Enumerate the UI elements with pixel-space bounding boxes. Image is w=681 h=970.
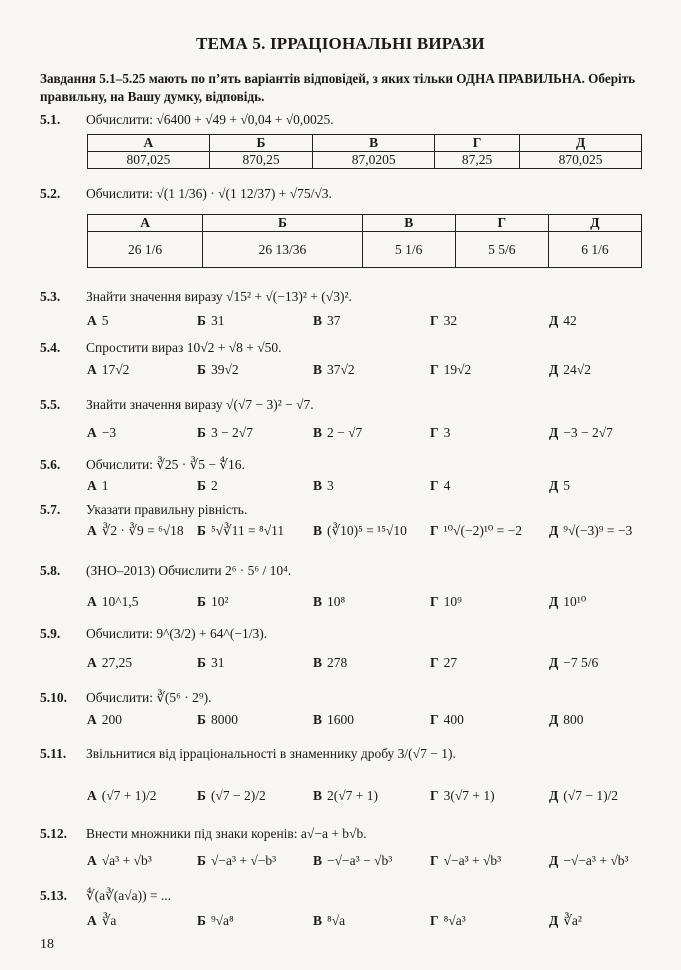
- option-letter: Г: [430, 913, 439, 928]
- header-b: Б: [203, 215, 362, 232]
- option-value: 3(√7 + 1): [443, 788, 495, 803]
- option-value: 800: [563, 712, 584, 727]
- option-letter: Д: [549, 478, 559, 493]
- problem-number: 5.13.: [40, 888, 67, 903]
- problem-prompt: Обчислити: √(1 1/36) · √(1 12/37) + √75/√3.: [86, 186, 332, 201]
- option-letter: Д: [549, 523, 559, 538]
- option-value: 31: [210, 313, 225, 328]
- option-value: √a³ + √b³: [101, 853, 152, 868]
- option-letter: А: [87, 913, 97, 928]
- option-value: 17√2: [101, 362, 130, 377]
- problem-number: 5.5.: [40, 397, 61, 412]
- problem-prompt: Внести множники під знаки коренів: a√−a + b√b.: [86, 826, 367, 841]
- option-value: −√−a³ + √b³: [563, 853, 629, 868]
- option-letter: Г: [430, 313, 439, 328]
- answer-option[interactable]: [549, 523, 632, 539]
- answer-option[interactable]: [87, 478, 109, 494]
- problem-prompt: ∜(a∛(a√a)) = ...: [86, 888, 172, 903]
- answer-option[interactable]: [197, 712, 238, 728]
- option-value: 19√2: [443, 362, 472, 377]
- option-value: 32: [443, 313, 458, 328]
- option-letter: А: [87, 362, 97, 377]
- option-value: (√7 − 2)/2: [210, 788, 266, 803]
- answer-option[interactable]: [313, 853, 392, 869]
- option-value: 2(√7 + 1): [327, 788, 379, 803]
- answer-option[interactable]: [430, 362, 471, 378]
- option-letter: Г: [430, 478, 439, 493]
- answer-option[interactable]: [197, 594, 229, 610]
- answer-option[interactable]: [87, 655, 132, 671]
- problem-prompt: Обчислити: √6400 + √49 + √0,04 + √0,0025.: [86, 112, 334, 127]
- option-letter: Б: [197, 594, 206, 609]
- option-letter: В: [313, 655, 323, 670]
- option-letter: А: [87, 594, 97, 609]
- option-value: 5: [563, 478, 571, 493]
- option-letter: А: [87, 425, 97, 440]
- option-letter: Б: [197, 853, 206, 868]
- problem-prompt: Знайти значення виразу √15² + √(−13)² + (√3)².: [86, 289, 352, 304]
- answer-option[interactable]: [430, 712, 464, 728]
- option-letter: Д: [549, 655, 559, 670]
- option-letter: Б: [197, 362, 206, 377]
- option-value: 27,25: [101, 655, 133, 670]
- answer-option[interactable]: [430, 853, 501, 869]
- header-d: Д: [520, 135, 642, 152]
- answer-table-5-2: [87, 214, 642, 268]
- answer-option[interactable]: [197, 362, 239, 378]
- option-letter: В: [313, 313, 323, 328]
- option-letter: Г: [430, 594, 439, 609]
- answer-cell[interactable]: 6 1/6: [548, 232, 641, 268]
- option-value: 31: [210, 655, 225, 670]
- answer-cell[interactable]: 87,25: [435, 152, 520, 169]
- answer-option[interactable]: [313, 478, 334, 494]
- answer-option[interactable]: [430, 594, 462, 610]
- option-value: 2: [210, 478, 218, 493]
- problem-prompt: Звільнитися від ірраціональності в знаменнику дробу 3/(√7 − 1).: [86, 746, 456, 761]
- problem-5-8: [40, 562, 291, 579]
- answer-option[interactable]: [87, 425, 116, 441]
- option-value: −3: [101, 425, 117, 440]
- option-value: 37√2: [327, 362, 355, 377]
- problem-5-10: [40, 689, 211, 706]
- answer-option[interactable]: [313, 788, 378, 804]
- option-value: (∛10)⁵ = ¹⁵√10: [327, 523, 407, 538]
- option-value: 42: [563, 313, 577, 328]
- option-letter: В: [313, 594, 323, 609]
- answer-option[interactable]: [87, 362, 129, 378]
- header-a: А: [88, 215, 203, 232]
- header-v: В: [313, 135, 435, 152]
- answer-option[interactable]: [430, 913, 466, 929]
- option-letter: Б: [197, 788, 206, 803]
- page-number: 18: [40, 937, 54, 952]
- option-value: 1: [101, 478, 109, 493]
- option-letter: А: [87, 523, 97, 538]
- option-letter: А: [87, 478, 97, 493]
- option-letter: Г: [430, 853, 439, 868]
- option-value: ¹⁰√(−2)¹⁰ = −2: [443, 523, 523, 538]
- option-value: √−a³ + √b³: [443, 853, 502, 868]
- problem-5-2: [40, 185, 332, 202]
- problem-number: 5.12.: [40, 826, 67, 841]
- problem-5-1: [40, 111, 334, 128]
- answer-option[interactable]: [549, 913, 582, 929]
- problem-number: 5.6.: [40, 457, 61, 472]
- problem-number: 5.8.: [40, 563, 61, 578]
- instructions: Завдання 5.1–5.25 мають по п’ять варіантів відповідей, з яких тільки ОДНА ПРАВИЛЬНА. Оберіть правильну, на Вашу думку, відповідь.: [40, 71, 636, 104]
- answer-option[interactable]: [197, 853, 276, 869]
- option-value: (√7 + 1)/2: [101, 788, 157, 803]
- option-letter: В: [313, 362, 323, 377]
- problem-5-6: [40, 456, 245, 473]
- option-letter: В: [313, 523, 323, 538]
- problem-5-11: [40, 745, 456, 762]
- option-value: 2 − √7: [327, 425, 363, 440]
- option-letter: Б: [197, 478, 206, 493]
- answer-option[interactable]: [430, 478, 450, 494]
- answer-option[interactable]: [430, 313, 457, 329]
- problem-prompt: Знайти значення виразу √(√7 − 3)² − √7.: [86, 397, 314, 412]
- option-value: 200: [101, 712, 122, 727]
- option-letter: Г: [430, 362, 439, 377]
- answer-table-5-1: [87, 134, 642, 169]
- answer-option[interactable]: [197, 788, 266, 804]
- problem-5-12: [40, 825, 367, 842]
- problem-prompt: Обчислити: ∛25 · ∛5 − ∜16.: [86, 457, 245, 472]
- option-value: 4: [443, 478, 451, 493]
- problem-prompt: (ЗНО–2013) Обчислити 2⁶ · 5⁶ / 10⁴.: [86, 563, 292, 578]
- header-g: Г: [435, 135, 520, 152]
- option-value: 39√2: [210, 362, 239, 377]
- option-value: ⁵√∛11 = ⁸√11: [210, 523, 285, 538]
- option-value: −7 5/6: [563, 655, 599, 670]
- answer-option[interactable]: [313, 425, 362, 441]
- problem-5-9: [40, 625, 267, 642]
- header-g: Г: [455, 215, 548, 232]
- problem-number: 5.7.: [40, 502, 61, 517]
- answer-cell[interactable]: 87,0205: [313, 152, 435, 169]
- option-letter: Б: [197, 523, 206, 538]
- option-letter: Б: [197, 712, 206, 727]
- problem-number: 5.10.: [40, 690, 67, 705]
- option-value: √−a³ + √−b³: [210, 853, 277, 868]
- answer-option[interactable]: [430, 523, 522, 539]
- page-title: ТЕМА 5. ІРРАЦІОНАЛЬНІ ВИРАЗИ: [196, 34, 485, 53]
- option-letter: Д: [549, 853, 559, 868]
- answer-option[interactable]: [549, 425, 613, 441]
- option-letter: В: [313, 712, 323, 727]
- answer-option[interactable]: [313, 523, 407, 539]
- option-letter: Д: [549, 594, 559, 609]
- problem-5-7: [40, 501, 247, 518]
- option-letter: А: [87, 655, 97, 670]
- answer-option[interactable]: [87, 788, 157, 804]
- answer-option[interactable]: [87, 594, 138, 610]
- option-letter: А: [87, 788, 97, 803]
- answer-option[interactable]: [549, 655, 598, 671]
- option-value: 278: [327, 655, 348, 670]
- option-value: 10¹⁰: [563, 594, 587, 609]
- answer-option[interactable]: [549, 362, 591, 378]
- answer-option[interactable]: [549, 594, 586, 610]
- option-letter: Г: [430, 425, 439, 440]
- option-letter: Б: [197, 313, 206, 328]
- answer-option[interactable]: [197, 478, 218, 494]
- option-value: ⁹√a⁸: [210, 913, 234, 928]
- option-letter: Д: [549, 788, 559, 803]
- answer-option[interactable]: [430, 655, 457, 671]
- option-value: −√−a³ − √b³: [327, 853, 393, 868]
- option-value: ⁸√a: [327, 913, 346, 928]
- answer-option[interactable]: [313, 712, 354, 728]
- option-value: (√7 − 1)/2: [563, 788, 619, 803]
- problem-number: 5.1.: [40, 112, 61, 127]
- answer-option[interactable]: [197, 655, 224, 671]
- answer-option[interactable]: [313, 313, 341, 329]
- answer-option[interactable]: [197, 425, 253, 441]
- problem-5-13: [40, 887, 171, 904]
- answer-cell[interactable]: 5 1/6: [362, 232, 455, 268]
- option-value: 37: [327, 313, 341, 328]
- option-value: −3 − 2√7: [563, 425, 613, 440]
- option-letter: В: [313, 913, 323, 928]
- option-letter: Г: [430, 523, 439, 538]
- option-letter: Д: [549, 313, 559, 328]
- answer-cell[interactable]: 807,025: [88, 152, 210, 169]
- header-b: Б: [209, 135, 312, 152]
- header-v: В: [362, 215, 455, 232]
- option-letter: Б: [197, 425, 206, 440]
- problem-number: 5.9.: [40, 626, 61, 641]
- answer-cell[interactable]: 26 1/6: [88, 232, 203, 268]
- option-value: ∛a²: [563, 913, 582, 928]
- option-letter: А: [87, 712, 97, 727]
- answer-option[interactable]: [549, 313, 577, 329]
- option-letter: Г: [430, 655, 439, 670]
- answer-option[interactable]: [197, 913, 234, 929]
- answer-option[interactable]: [197, 523, 284, 539]
- option-value: 3: [443, 425, 451, 440]
- option-value: 8000: [210, 712, 238, 727]
- option-value: 10^1,5: [101, 594, 139, 609]
- answer-cell[interactable]: 26 13/36: [203, 232, 362, 268]
- answer-option[interactable]: [549, 712, 584, 728]
- problem-number: 5.4.: [40, 340, 61, 355]
- option-letter: Б: [197, 913, 206, 928]
- answer-cell[interactable]: 870,25: [209, 152, 312, 169]
- answer-option[interactable]: [313, 655, 347, 671]
- option-value: 1600: [327, 712, 355, 727]
- answer-option[interactable]: [313, 913, 345, 929]
- header-d: Д: [548, 215, 641, 232]
- option-letter: А: [87, 313, 97, 328]
- option-letter: В: [313, 788, 323, 803]
- option-value: 24√2: [563, 362, 591, 377]
- option-letter: Г: [430, 712, 439, 727]
- answer-option[interactable]: [549, 478, 570, 494]
- answer-option[interactable]: [549, 788, 618, 804]
- answer-cell[interactable]: 870,025: [520, 152, 642, 169]
- problem-prompt: Обчислити: 9^(3/2) + 64^(−1/3).: [86, 626, 268, 641]
- answer-option[interactable]: [197, 313, 224, 329]
- problem-number: 5.3.: [40, 289, 61, 304]
- answer-option[interactable]: [313, 594, 345, 610]
- option-value: ⁸√a³: [443, 913, 466, 928]
- problem-5-5: [40, 396, 314, 413]
- problem-prompt: Указати правильну рівність.: [86, 502, 248, 517]
- header-a: А: [88, 135, 210, 152]
- answer-option[interactable]: [87, 913, 116, 929]
- option-letter: Д: [549, 425, 559, 440]
- option-value: 10⁹: [443, 594, 462, 609]
- problem-prompt: Спростити вираз 10√2 + √8 + √50.: [86, 340, 282, 355]
- option-value: 3: [327, 478, 334, 493]
- option-value: 10⁸: [327, 594, 346, 609]
- option-value: ∛2 · ∛9 = ⁶√18: [101, 523, 184, 538]
- option-letter: В: [313, 425, 323, 440]
- option-letter: А: [87, 853, 97, 868]
- answer-option[interactable]: [549, 853, 629, 869]
- answer-option[interactable]: [430, 425, 450, 441]
- option-letter: Д: [549, 362, 559, 377]
- problem-number: 5.2.: [40, 186, 61, 201]
- option-value: 27: [443, 655, 458, 670]
- option-value: 5: [101, 313, 109, 328]
- problem-5-3: [40, 288, 352, 305]
- option-letter: Д: [549, 712, 559, 727]
- answer-option[interactable]: [87, 313, 109, 329]
- option-letter: Д: [549, 913, 559, 928]
- option-letter: Г: [430, 788, 439, 803]
- option-value: 10²: [210, 594, 229, 609]
- answer-option[interactable]: [430, 788, 495, 804]
- answer-option[interactable]: [313, 362, 355, 378]
- answer-option[interactable]: [87, 853, 152, 869]
- option-value: 400: [443, 712, 464, 727]
- option-value: ∛a: [101, 913, 117, 928]
- answer-option[interactable]: [87, 523, 184, 539]
- answer-cell[interactable]: 5 5/6: [455, 232, 548, 268]
- problem-prompt: Обчислити: ∛(5⁶ · 2⁹).: [86, 690, 212, 705]
- answer-option[interactable]: [87, 712, 122, 728]
- problem-5-4: [40, 339, 282, 356]
- option-letter: В: [313, 478, 323, 493]
- problem-number: 5.11.: [40, 746, 67, 761]
- option-letter: Б: [197, 655, 206, 670]
- option-value: ⁹√(−3)⁹ = −3: [563, 523, 633, 538]
- option-letter: В: [313, 853, 323, 868]
- option-value: 3 − 2√7: [210, 425, 253, 440]
